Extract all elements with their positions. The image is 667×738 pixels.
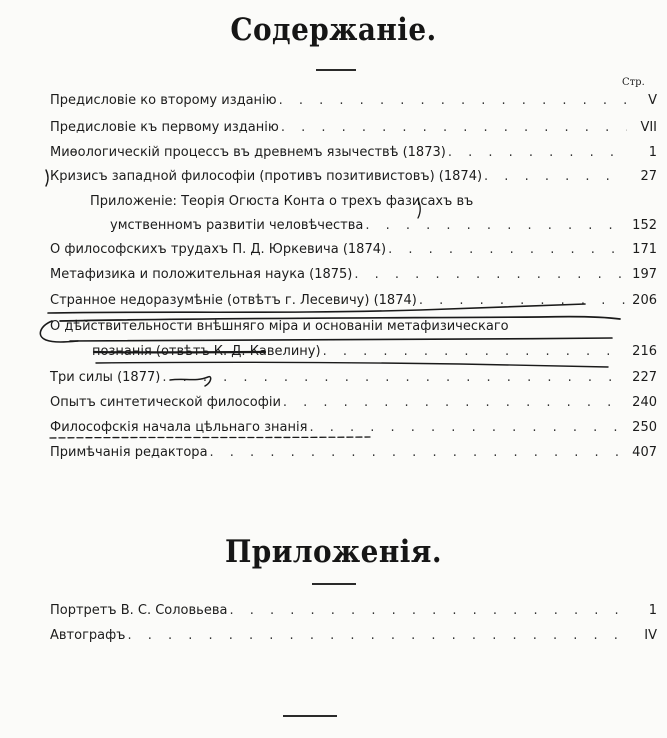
- appendix-entry-title: Автографъ: [50, 628, 126, 643]
- leader-dots: [388, 241, 627, 259]
- leader-dots: [210, 444, 627, 462]
- toc-entry-page: 407: [632, 445, 657, 460]
- toc-entry-page: 197: [632, 267, 657, 282]
- appendix-entry-title: Портретъ В. С. Соловьева: [50, 603, 228, 618]
- toc-entry-title: Предисловіе ко второму изданію: [50, 93, 277, 108]
- leader-dots: [448, 144, 627, 162]
- toc-entry-title: Странное недоразумѣніе (отвѣтъ г. Лесевичу) (1874): [50, 293, 417, 308]
- toc-entry-title: О философскихъ трудахъ П. Д. Юркевича (1874): [50, 242, 387, 257]
- toc-entry-page: 206: [632, 293, 657, 308]
- toc-entry-title: Метафизика и положительная наука (1875): [50, 267, 353, 282]
- ink-dashed-filosofskiya: [50, 437, 370, 438]
- toc-entry-title: Опытъ синтетической философіи: [50, 395, 281, 410]
- leader-dots: [419, 292, 627, 310]
- toc-entry-page: 152: [632, 218, 657, 233]
- toc-entry[interactable]: [92, 343, 657, 361]
- toc-entry-title: О дѣйствительности внѣшняго міра и основаніи метафизическаго: [50, 319, 509, 334]
- appendix-entry[interactable]: [50, 627, 657, 645]
- toc-entry[interactable]: [50, 119, 657, 137]
- appendices-title: Приложенія.: [224, 534, 443, 570]
- toc-entry-page: VII: [640, 120, 657, 135]
- ink-tail-poznaniya: [96, 362, 608, 367]
- toc-entry-title: Примѣчанія редактора: [50, 445, 208, 460]
- toc-entry-title: познанія (отвѣтъ К. Д. Кавелину): [92, 344, 321, 359]
- leader-dots: [281, 119, 627, 137]
- leader-dots: [162, 369, 627, 387]
- toc-entry[interactable]: [50, 241, 657, 259]
- appendices-divider: [312, 583, 356, 585]
- leader-dots: [127, 627, 627, 645]
- ink-underline-deistv: [70, 338, 612, 341]
- bottom-divider: [283, 715, 337, 717]
- appendix-entry-page: 1: [648, 603, 657, 618]
- leader-dots: [229, 602, 627, 620]
- toc-entry[interactable]: [50, 394, 657, 412]
- toc-entry-title: Предисловіе къ первому изданію: [50, 120, 279, 135]
- appendix-entry[interactable]: [50, 602, 657, 620]
- toc-entry[interactable]: [50, 292, 657, 310]
- toc-entry-page: 240: [632, 395, 657, 410]
- leader-dots: [354, 266, 627, 284]
- title-divider: [316, 69, 356, 71]
- toc-entry-page: 227: [632, 370, 657, 385]
- toc-entry-title: умственномъ развитіи человѣчества: [110, 218, 364, 233]
- toc-entry[interactable]: [50, 419, 657, 437]
- toc-entry-page: 1: [648, 145, 657, 160]
- toc-entry-title: Три силы (1877): [50, 370, 161, 385]
- toc-entry[interactable]: [90, 193, 650, 211]
- toc-entry[interactable]: [110, 217, 657, 235]
- leader-dots: [309, 419, 627, 437]
- toc-entry[interactable]: [50, 318, 657, 336]
- toc-entry-page: 171: [632, 242, 657, 257]
- appendix-entry-page: IV: [644, 628, 657, 643]
- toc-entry[interactable]: [50, 369, 657, 387]
- page-column-header: Стр.: [622, 77, 645, 88]
- toc-entry-page: 27: [640, 169, 657, 184]
- leader-dots: [283, 394, 627, 412]
- toc-entry-title: Философскія начала цѣльнаго знанія: [50, 420, 308, 435]
- contents-title: Содержаніе.: [230, 12, 437, 48]
- toc-entry-title: Кризисъ западной философіи (противъ позитивистовъ) (1874): [50, 169, 483, 184]
- toc-entry-page: V: [648, 93, 657, 108]
- leader-dots: [365, 217, 627, 235]
- toc-entry[interactable]: [50, 444, 657, 462]
- toc-entry[interactable]: [50, 144, 657, 162]
- leader-dots: [279, 92, 627, 110]
- toc-entry-page: 250: [632, 420, 657, 435]
- toc-entry-title: Приложеніе: Теорія Огюста Конта о трехъ фазисахъ въ: [90, 194, 474, 209]
- toc-entry[interactable]: [50, 92, 657, 110]
- leader-dots: [484, 168, 627, 186]
- toc-entry[interactable]: [50, 266, 657, 284]
- leader-dots: [323, 343, 627, 361]
- toc-entry-page: 216: [632, 344, 657, 359]
- toc-entry-title: Миѳологическій процессъ въ древнемъ язычествѣ (1873): [50, 145, 446, 160]
- toc-entry[interactable]: [50, 168, 657, 186]
- ink-mark-kriziz: [46, 170, 48, 186]
